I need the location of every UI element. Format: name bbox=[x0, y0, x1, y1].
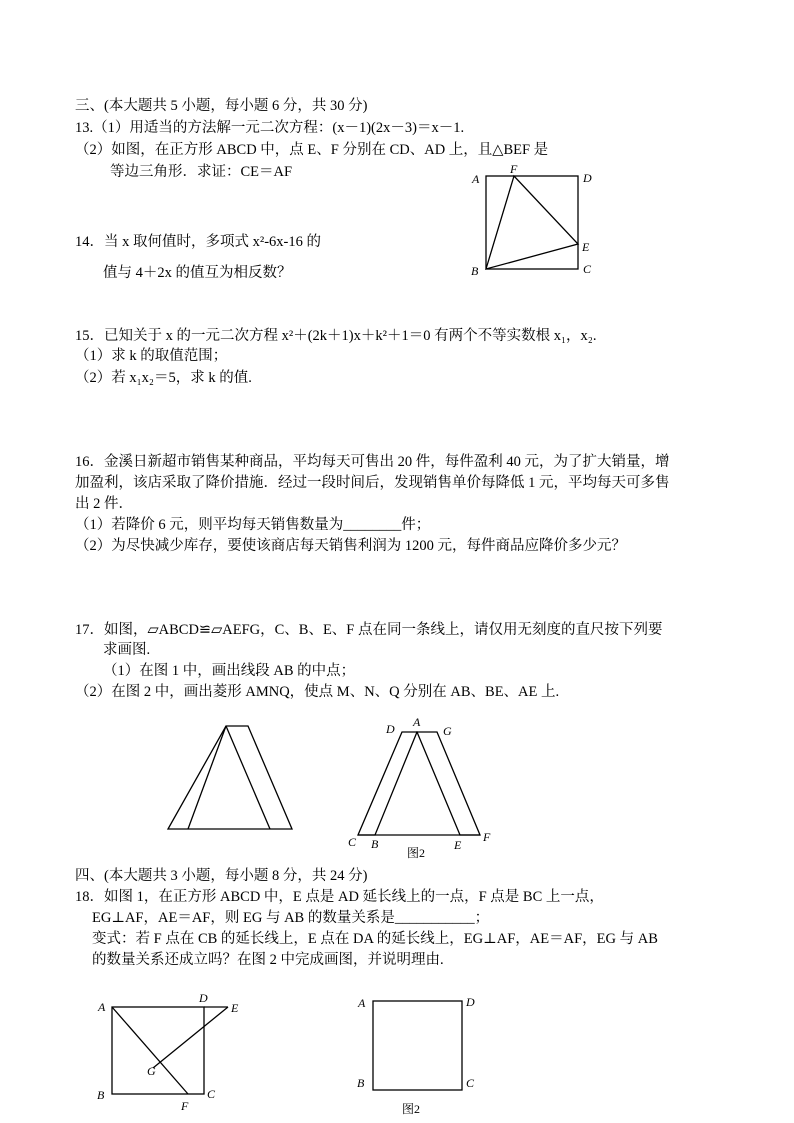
q18-figure1 bbox=[112, 1007, 228, 1094]
q15-part2: （2）若 x₁x₂＝5，求 k 的值. bbox=[75, 370, 252, 386]
label-F: F bbox=[510, 162, 518, 176]
q17-fig2-caption: 图2 bbox=[407, 846, 426, 860]
q17-line2: 求画图. bbox=[103, 642, 151, 658]
q18-fig1-label-C: C bbox=[207, 1087, 216, 1101]
q15-part1: （1）求 k 的取值范围； bbox=[75, 348, 228, 364]
q18-fig2-caption: 图2 bbox=[402, 1102, 421, 1116]
q16-part2: （2）为尽快减少库存，要使该商店每天销售利润为 1200 元，每件商品应降价多少元？ bbox=[75, 538, 626, 554]
q18-fig2-label-C: C bbox=[466, 1076, 475, 1090]
label-C: C bbox=[583, 262, 592, 276]
q13-part2: （2）如图，在正方形 ABCD 中，点 E、F 分别在 CD、AD 上，且△BEF 是 bbox=[75, 142, 549, 158]
label-E: E bbox=[582, 240, 590, 254]
fig2-label-C: C bbox=[348, 835, 357, 849]
q16-line2: 加盈利，该店采取了降价措施．经过一段时间后，发现销售单价每降低 1 元，平均每天可多售 bbox=[75, 475, 670, 491]
section-3-header: 三、(本大题共 5 小题，每小题 6 分，共 30 分) bbox=[75, 98, 368, 114]
q18-fig1-label-E: E bbox=[231, 1001, 239, 1015]
q18-fig1-label-G: G bbox=[147, 1064, 156, 1078]
q16-part1: （1）若降价 6 元，则平均每天销售数量为________件； bbox=[75, 517, 431, 533]
q13-part1: 13.（1）用适当的方法解一元二次方程：(x－1)(2x－3)＝x－1. bbox=[75, 120, 465, 136]
q13-part2-cont: 等边三角形．求证：CE＝AF bbox=[110, 164, 293, 180]
fig2-label-D: D bbox=[386, 722, 395, 736]
fig2-label-E: E bbox=[454, 838, 462, 852]
q18-fig2-label-A: A bbox=[358, 996, 366, 1010]
q18-line4: 的数量关系还成立吗？在图 2 中完成画图，并说明理由. bbox=[92, 952, 444, 968]
q18-fig1-label-F: F bbox=[181, 1099, 189, 1113]
q18-fig1-label-D: D bbox=[199, 991, 208, 1005]
fig2-label-F: F bbox=[483, 830, 491, 844]
q17-part2: （2）在图 2 中，画出菱形 AMNQ，使点 M、N、Q 分别在 AB、BE、AE 上. bbox=[75, 684, 560, 700]
q17-part1: （1）在图 1 中，画出线段 AB 的中点； bbox=[103, 663, 356, 679]
q14-line2: 值与 4＋2x 的值互为相反数？ bbox=[103, 265, 292, 281]
label-B: B bbox=[471, 264, 479, 278]
q15-line1: 15．已知关于 x 的一元二次方程 x²＋(2k＋1)x＋k²＋1＝0 有两个不等实数根 x₁，x₂. bbox=[75, 328, 597, 344]
fig2-label-A: A bbox=[413, 715, 421, 729]
fig2-label-B: B bbox=[371, 837, 379, 851]
q18-fig2-label-D: D bbox=[466, 995, 475, 1009]
fig2-label-G: G bbox=[443, 724, 452, 738]
q18-fig1-label-A: A bbox=[98, 1000, 106, 1014]
label-D: D bbox=[583, 171, 592, 185]
q18-line3: 变式：若 F 点在 CB 的延长线上，E 点在 DA 的延长线上，EG⊥AF，AE＝AF，EG 与 AB bbox=[92, 931, 658, 947]
q18-figure2-square bbox=[373, 1001, 462, 1090]
q18-line2: EG⊥AF，AE＝AF，则 EG 与 AB 的数量关系是___________； bbox=[92, 910, 490, 926]
q14-line1: 14．当 x 取何值时，多项式 x²-6x-16 的 bbox=[75, 234, 322, 250]
q16-line1: 16．金溪日新超市销售某种商品，平均每天可售出 20 件，每件盈利 40 元，为了扩大销量，增 bbox=[75, 454, 670, 470]
q16-line3: 出 2 件． bbox=[75, 496, 133, 512]
q17-line1: 17．如图，▱ABCD≌▱AEFG，C、B、E、F 点在同一条线上，请仅用无刻度的直尺按下列要 bbox=[75, 622, 663, 638]
label-A: A bbox=[472, 172, 480, 186]
section-4-header: 四、(本大题共 3 小题，每小题 8 分，共 24 分) bbox=[75, 868, 368, 884]
q18-fig1-label-B: B bbox=[97, 1088, 105, 1102]
q18-fig2-label-B: B bbox=[357, 1076, 365, 1090]
q18-line1: 18．如图 1，在正方形 ABCD 中，E 点是 AD 延长线上的一点，F 点是 BC 上一点， bbox=[75, 889, 604, 905]
